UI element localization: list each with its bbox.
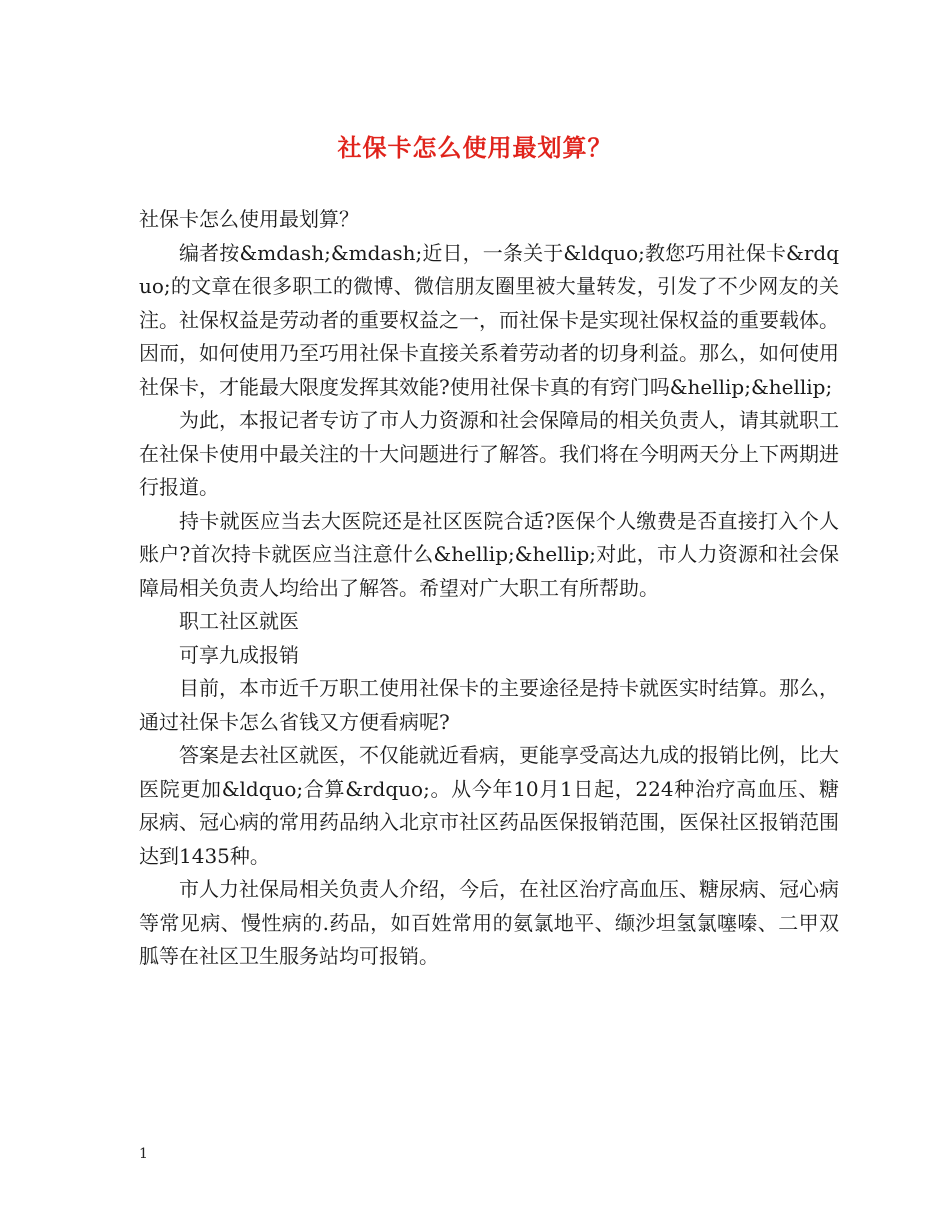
document-body xyxy=(139,203,839,974)
paragraph-interview: 为此，本报记者专访了市人力资源和社会保障局的相关负责人，请其就职工在社保卡使用中最关注的十大问题进行了解答。我们将在今明两天分上下两期进行报道。 xyxy=(139,408,839,499)
paragraph-subtitle: 社保卡怎么使用最划算？ xyxy=(139,207,359,231)
paragraph-official-statement: 市人力社保局相关负责人介绍，今后，在社区治疗高血压、糖尿病、冠心病等常见病、慢性病的.药品，如百姓常用的氨氯地平、缬沙坦氢氯噻嗪、二甲双胍等在社区卫生服务站均可报销。 xyxy=(139,877,839,968)
page-number: 1 xyxy=(139,1146,148,1162)
section-heading-line-1: 职工社区就医 xyxy=(179,609,299,633)
paragraph-questions: 持卡就医应当去大医院还是社区医院合适?医保个人缴费是否直接打入个人账户?首次持卡就医应当注意什么&hellip;&hellip;对此，市人力资源和社会保障局相关负责人均给出了解答。希望对广大职工有所帮助。 xyxy=(139,508,839,600)
document-title: 社保卡怎么使用最划算？ xyxy=(337,133,613,162)
paragraph-current-usage: 目前，本市近千万职工使用社保卡的主要途径是持卡就医实时结算。那么，通过社保卡怎么省钱又方便看病呢? xyxy=(139,676,839,734)
paragraph-editor-note: 编者按&mdash;&mdash;近日，一条关于&ldquo;教您巧用社保卡&rdquo;的文章在很多职工的微博、微信朋友圈里被大量转发，引发了不少网友的关注。社保权益是劳动者的重要权益之一，而社保卡是实现社保权益的重要载体。因而，如何使用乃至巧用社保卡直接关系着劳动者的切身利益。那么，如何使用社保卡，才能最大限度发挥其效能?使用社保卡真的有窍门吗&hellip;&hellip; xyxy=(139,240,839,399)
section-heading-line-2: 可享九成报销 xyxy=(179,642,299,667)
paragraph-community-reimbursement: 答案是去社区就医，不仅能就近看病，更能享受高达九成的报销比例，比大医院更加&ldquo;合算&rdquo;。从今年10月1日起，224种治疗高血压、糖尿病、冠心病的常用药品纳入北京市社区药品医保报销范围，医保社区报销范围达到1435种。 xyxy=(139,743,839,868)
